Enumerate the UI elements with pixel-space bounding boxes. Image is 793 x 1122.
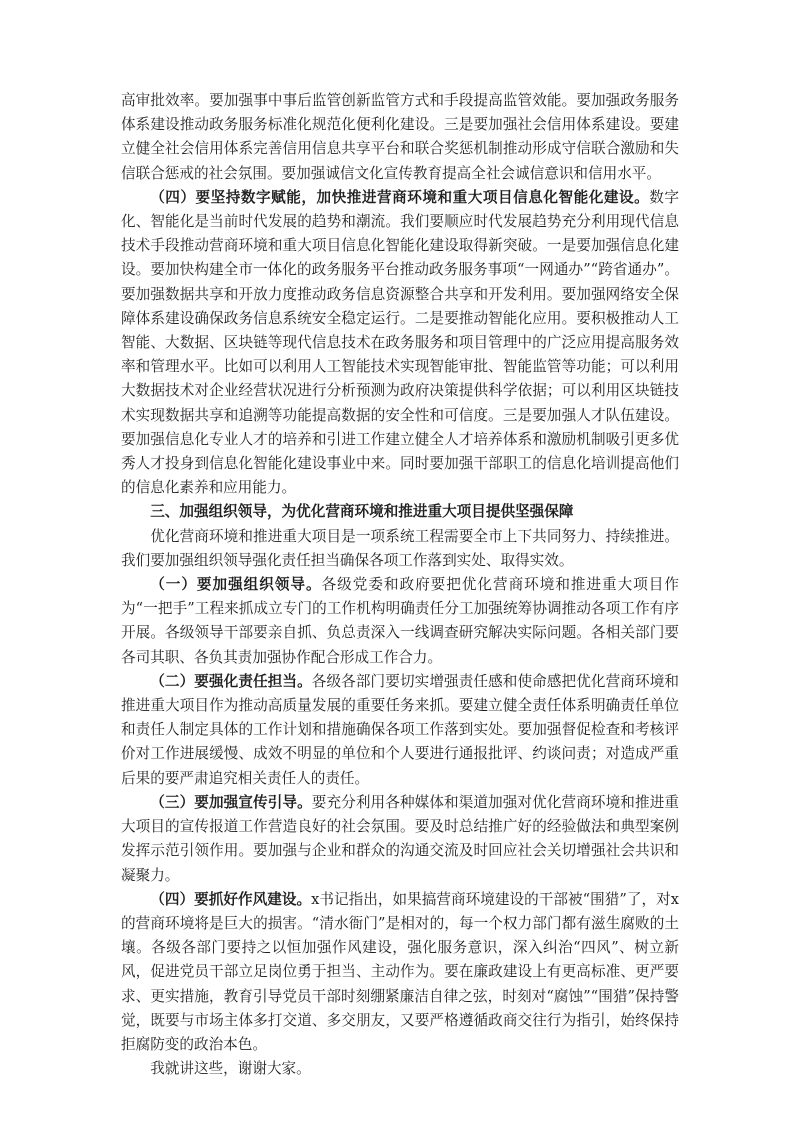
paragraph-text: x书记指出，如果搞营商环境建设的干部被“围猎”了，对x的营商环境将是巨大的损害。“清水衙门”是相对的，每一个权力部门都有滋生腐败的土壤。各级各部门要持之以恒加强作风建设，强化服务意识，深入纠治“四风”、树立新风，促进党员干部立足岗位勇于担当、主动作为。要在廉政建设上有更高标准、更严要求、更实措施，教育引导党员干部时刻绷紧廉洁自律之弦，时刻对“腐蚀”“围猎”保持警觉，既要与市场主体多打交道、多交朋友，又要严格遵循政商交往行为指引，始终保持拒腐防变的政治本色。 bbox=[121, 890, 679, 1053]
document-body bbox=[121, 89, 679, 1081]
paragraph bbox=[121, 573, 679, 670]
section-heading: 三、加强组织领导，为优化营商环境和推进重大项目提供坚强保障 bbox=[150, 503, 574, 521]
paragraph-text: 我就讲这些，谢谢大家。 bbox=[150, 1060, 311, 1078]
paragraph bbox=[121, 888, 679, 1057]
paragraph bbox=[121, 670, 679, 791]
paragraph-text: 数字化、智能化是当前时代发展的趋势和潮流。我们要顺应时代发展趋势充分利用现代信息技术手段推动营商环境和重大项目信息化智能化建设取得新突破。一是要加强信息化建设。要加快构建全市一体化的政务服务平台推动政务服务事项“一网通办”“跨省通办”。要加强数据共享和开放力度推动政务信息资源整合共享和开发利用。要加强网络安全保障体系建设确保政务信息系统安全稳定运行。二是要推动智能化应用。要积极推动人工智能、大数据、区块链等现代信息技术在政务服务和项目管理中的广泛应用提高服务效率和管理水平。比如可以利用人工智能技术实现智能审批、智能监管等功能；可以利用大数据技术对企业经营状况进行分析预测为政府决策提供科学依据；可以利用区块链技术实现数据共享和追溯等功能提高数据的安全性和可信度。三是要加强人才队伍建设。要加强信息化专业人才的培养和引进工作建立健全人才培养体系和激励机制吸引更多优秀人才投身到信息化智能化建设事业中来。同时要加强干部职工的信息化培训提高他们的信息化素养和应用能力。 bbox=[121, 188, 679, 497]
paragraph-text: 各级各部门要切实增强责任感和使命感把优化营商环境和推进重大项目作为推动高质量发展的重要任务来抓。要建立健全责任体系明确责任单位和责任人制定具体的工作计划和措施确保各项工作落到实处。要加强督促检查和考核评价对工作进展缓慢、成效不明显的单位和个人要进行通报批评、约谈问责；对造成严重后果的要严肃追究相关责任人的责任。 bbox=[121, 672, 679, 787]
closing-paragraph bbox=[121, 1057, 679, 1081]
section-lead: （四）要坚持数字赋能，加快推进营商环境和重大项目信息化智能化建设。 bbox=[150, 188, 650, 206]
section-lead: （二）要强化责任担当。 bbox=[150, 672, 312, 690]
section-lead: （三）要加强宣传引导。 bbox=[150, 793, 312, 811]
section-lead: （一）要加强组织领导。 bbox=[150, 576, 322, 594]
section-lead: （四）要抓好作风建设。 bbox=[150, 890, 312, 908]
paragraph-text: 高审批效率。要加强事中事后监管创新监管方式和手段提高监管效能。要加强政务服务体系建设推动政务服务标准化规范化便利化建设。三是要加强社会信用体系建设。要建立健全社会信用体系完善信用信息共享平台和联合奖惩机制推动形成守信联合激励和失信联合惩戒的社会氛围。要加强诚信文化宣传教育提高全社会诚信意识和信用水平。 bbox=[121, 92, 679, 182]
paragraph-text: 优化营商环境和推进重大项目是一项系统工程需要全市上下共同努力、持续推进。我们要加强组织领导强化责任担当确保各项工作落到实处、取得实效。 bbox=[121, 527, 679, 569]
paragraph bbox=[121, 791, 679, 888]
paragraph-text: 要充分利用各种媒体和渠道加强对优化营商环境和推进重大项目的宣传报道工作营造良好的社会氛围。要及时总结推广好的经验做法和典型案例发挥示范引领作用。要加强与企业和群众的沟通交流及时回应社会关切增强社会共识和凝聚力。 bbox=[121, 793, 679, 884]
paragraph bbox=[121, 89, 679, 186]
paragraph bbox=[121, 186, 679, 501]
paragraph-text: 各级党委和政府要把优化营商环境和推进重大项目作为“一把手”工程来抓成立专门的工作机构明确责任分工加强统筹协调推动各项工作有序开展。各级领导干部要亲自抓、负总责深入一线调查研究解决实际问题。各相关部门要各司其职、各负其责加强协作配合形成工作合力。 bbox=[121, 576, 679, 666]
paragraph bbox=[121, 525, 679, 573]
